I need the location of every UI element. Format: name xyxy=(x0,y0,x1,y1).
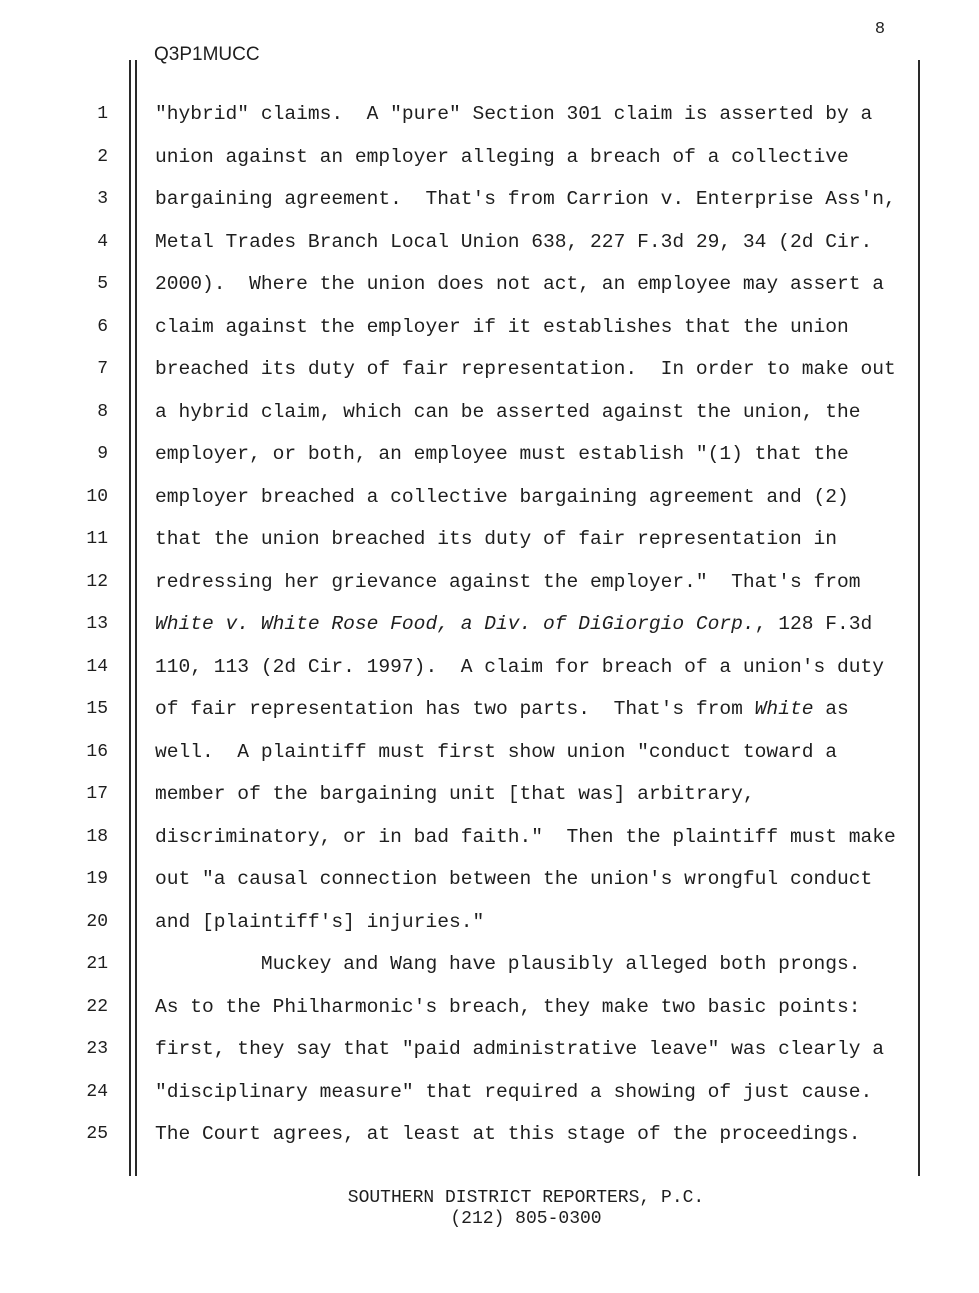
transcript-line xyxy=(155,1028,915,1071)
line-number: 17 xyxy=(86,784,108,804)
line-number: 24 xyxy=(86,1081,108,1102)
transcript-line xyxy=(155,561,915,604)
line-text: union against an employer alleging a breach of a collective xyxy=(155,145,849,168)
line-number: 22 xyxy=(86,996,108,1017)
transcript-line xyxy=(155,816,915,859)
line-number: 6 xyxy=(97,316,108,337)
line-number: 16 xyxy=(86,741,108,762)
transcript-line xyxy=(155,433,915,476)
transcript-line xyxy=(155,688,915,731)
case-citation-italic: White v. White Rose Food, a Div. of DiGiorgio Corp. xyxy=(155,613,755,635)
line-number: 1 xyxy=(97,104,108,124)
transcript-line xyxy=(155,646,915,689)
line-number: 7 xyxy=(97,359,108,379)
line-text: claim against the employer if it establishes that the union xyxy=(155,315,849,338)
reporter-name: SOUTHERN DISTRICT REPORTERS, P.C. xyxy=(347,1188,705,1208)
reporter-phone: (212) 805-0300 xyxy=(450,1209,602,1229)
left-margin-rule-outer xyxy=(129,60,131,1176)
transcript-body xyxy=(155,93,915,1156)
transcript-line xyxy=(155,263,915,306)
line-number: 9 xyxy=(97,444,108,464)
transcript-line xyxy=(155,518,915,561)
left-margin-rule-inner xyxy=(135,60,137,1176)
line-text: that the union breached its duty of fair representation in xyxy=(155,528,837,550)
page-footer xyxy=(0,1188,979,1230)
line-number: 21 xyxy=(86,954,108,974)
line-text: "disciplinary measure" that required a showing of just cause. xyxy=(155,1080,873,1103)
transcript-line xyxy=(155,391,915,434)
line-text: As to the Philharmonic's breach, they make two basic points: xyxy=(155,995,861,1018)
line-number: 13 xyxy=(86,614,108,634)
line-text: discriminatory, or in bad faith." Then the plaintiff must make xyxy=(155,825,896,848)
transcript-line xyxy=(155,901,915,944)
line-text: of fair representation has two parts. That's from xyxy=(155,698,755,720)
line-number-column xyxy=(60,93,108,1156)
transcript-line xyxy=(155,773,915,816)
transcript-line xyxy=(155,1113,915,1156)
line-number: 25 xyxy=(86,1124,108,1144)
right-margin-rule xyxy=(918,60,920,1176)
line-text: Muckey and Wang have plausibly alleged both prongs. xyxy=(155,953,861,975)
line-text: "hybrid" claims. A "pure" Section 301 claim is asserted by a xyxy=(155,103,873,125)
line-text: , 128 F.3d xyxy=(754,613,873,635)
line-number: 23 xyxy=(86,1039,108,1059)
line-text: bargaining agreement. That's from Carrion v. Enterprise Ass'n, xyxy=(155,188,896,210)
page-number: 8 xyxy=(874,20,886,39)
line-text: well. A plaintiff must first show union "conduct toward a xyxy=(155,740,837,763)
line-text: Metal Trades Branch Local Union 638, 227 F.3d 29, 34 (2d Cir. xyxy=(155,230,873,253)
line-text: member of the bargaining unit [that was] arbitrary, xyxy=(155,783,755,805)
line-number: 20 xyxy=(86,911,108,932)
case-identifier: Q3P1MUCC xyxy=(154,44,260,65)
transcript-line xyxy=(155,178,915,221)
line-number: 11 xyxy=(86,529,108,549)
transcript-line xyxy=(155,943,915,986)
line-number: 19 xyxy=(86,869,108,889)
transcript-line xyxy=(155,306,915,349)
line-number: 14 xyxy=(86,656,108,677)
transcript-line xyxy=(155,731,915,774)
line-text: 2000). Where the union does not act, an employee may assert a xyxy=(155,273,885,295)
line-number: 4 xyxy=(97,231,108,252)
line-number: 2 xyxy=(97,146,108,167)
line-text: and [plaintiff's] injuries." xyxy=(155,910,485,933)
transcript-line xyxy=(155,476,915,519)
line-text: out "a causal connection between the union's wrongful conduct xyxy=(155,868,873,890)
line-text: breached its duty of fair representation. In order to make out xyxy=(155,358,896,380)
line-number: 8 xyxy=(97,401,108,422)
case-citation-italic: White xyxy=(754,698,814,720)
transcript-line xyxy=(155,986,915,1029)
transcript-line xyxy=(155,348,915,391)
line-number: 10 xyxy=(86,486,108,507)
line-number: 18 xyxy=(86,826,108,847)
line-text: employer breached a collective bargaining agreement and (2) xyxy=(155,485,849,508)
transcript-line xyxy=(155,603,915,646)
line-text: The Court agrees, at least at this stage of the proceedings. xyxy=(155,1123,861,1145)
transcript-line xyxy=(155,858,915,901)
transcript-line xyxy=(155,1071,915,1114)
line-text: 110, 113 (2d Cir. 1997). A claim for breach of a union's duty xyxy=(155,655,885,678)
transcript-line xyxy=(155,221,915,264)
line-text: first, they say that "paid administrative leave" was clearly a xyxy=(155,1038,885,1060)
transcript-line xyxy=(155,136,915,179)
line-number: 12 xyxy=(86,571,108,592)
line-text: as xyxy=(813,698,849,720)
line-number: 5 xyxy=(97,274,108,294)
line-text: employer, or both, an employee must establish "(1) that the xyxy=(155,443,849,465)
transcript-line xyxy=(155,93,915,136)
line-text: redressing her grievance against the employer." That's from xyxy=(155,570,861,593)
line-number: 15 xyxy=(86,699,108,719)
line-number: 3 xyxy=(97,189,108,209)
line-text: a hybrid claim, which can be asserted against the union, the xyxy=(155,400,861,423)
